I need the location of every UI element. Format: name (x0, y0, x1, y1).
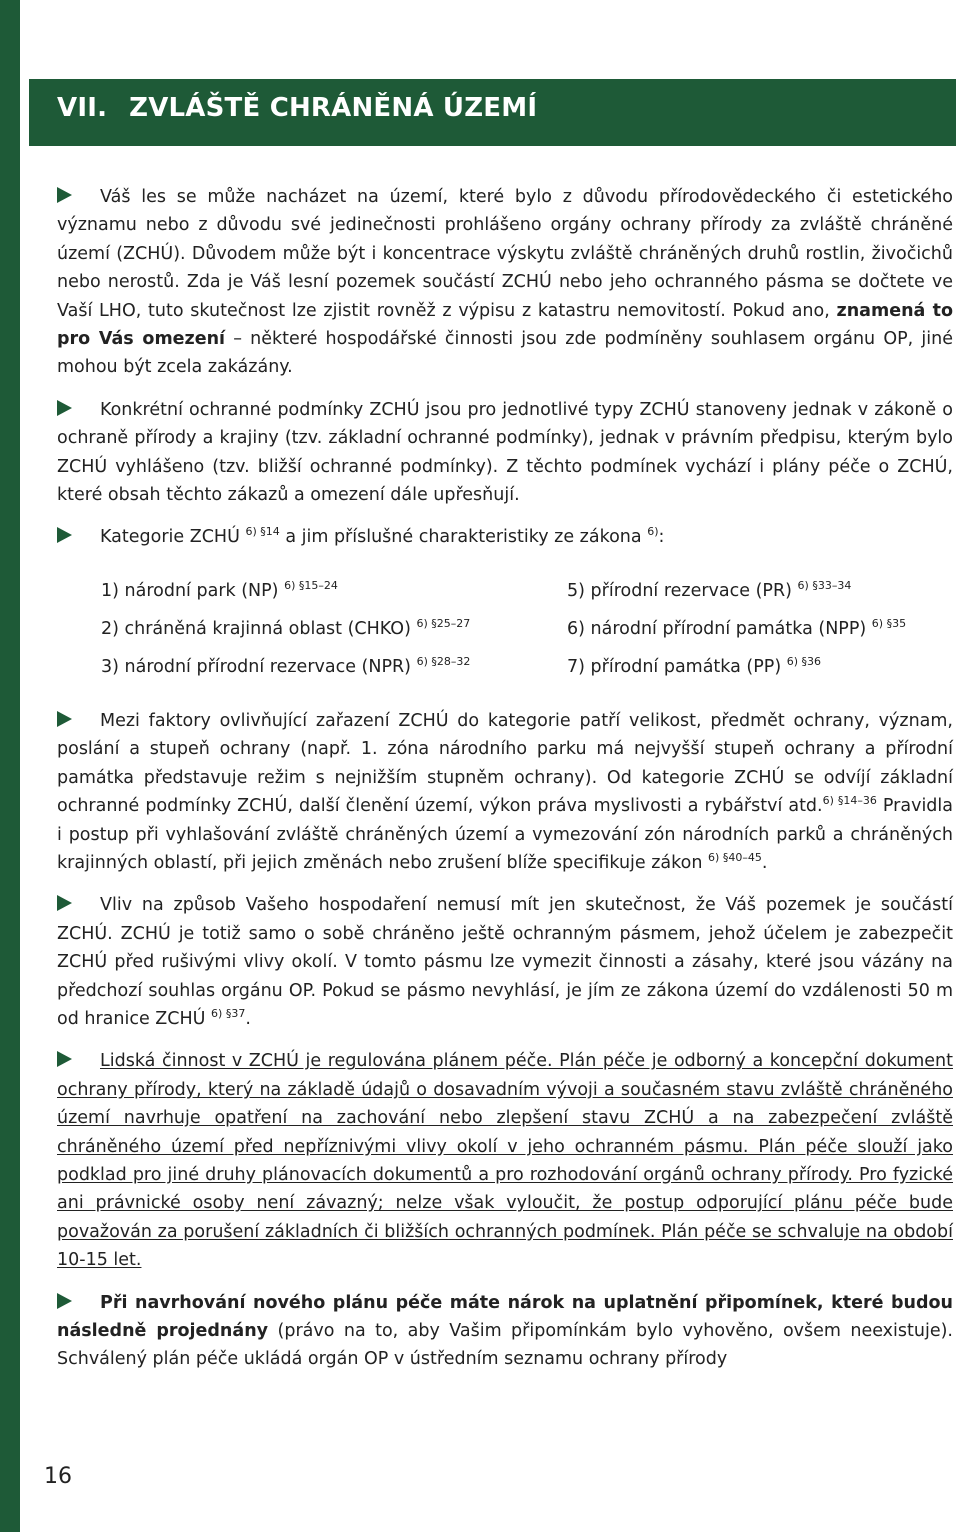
triangle-bullet-icon (57, 187, 72, 203)
paragraph: Konkrétní ochranné podmínky ZCHÚ jsou pro jednotlivé typy ZCHÚ stanoveny jednak v zákoně o ochraně přírody a krajiny (tzv. základní ochranné podmínky), jednak v právním předpisu, kterým bylo ZCHÚ vyhlášeno (tzv. bližší ochranné podmínky). Z těchto podmínek vychází i plány péče o ZCHÚ, které obsah těchto zákazů a omezení dále upřesňují. (57, 399, 953, 506)
page-content (57, 183, 953, 1374)
paragraph: Váš les se může nacházet na území, které bylo z důvodu přírodovědeckého či estetického významu nebo z důvodu své jedinečnosti prohlášeno orgány ochrany přírody za zvláště chráněné území (ZCHÚ). Důvodem může být i koncentrace výskytu zvláště chráněných druhů rostlin, živočichů nebo nerostů. Zda je Váš lesní pozemek součástí ZCHÚ nebo jeho ochranného pásma se dočtete ve Vaší LHO, tuto skutečnost lze zjistit rovněž z výpisu z katastru nemovitostí. Pokud ano, znamená to pro Vás omezení – některé hospodářské činnosti jsou zde podmíněny souhlasem orgánu OP, jiné mohou být zcela zakázány. (57, 187, 953, 378)
list-item: 6) národní přírodní památka (NPP) $^{6) \S 35}$ (567, 616, 907, 639)
category-list (101, 577, 953, 682)
paragraph: Vliv na způsob Vašeho hospodaření nemusí mít jen skutečnost, že Váš pozemek je součástí ZCHÚ. ZCHÚ je totiž samo o sobě chráněno ještě ochranným pásmem, jehož účelem je zabezpečit ZCHÚ před rušivými vlivy okolí. V tomto pásmu lze vymezit činnosti a zásahy, které jsou vázány na předchozí souhlas orgánu OP. Pokud se pásmo nevyhlásí, je jím ze zákona území do vzdálenosti 50 m od hranice ZCHÚ $^{6) \S 37}$. (57, 895, 953, 1029)
chapter-title-text: ZVLÁŠTĚ CHRÁNĚNÁ ÚZEMÍ (129, 93, 538, 123)
paragraph: Mezi faktory ovlivňující zařazení ZCHÚ do kategorie patří velikost, předmět ochrany, význam, poslání a stupeň ochrany (např. 1. zóna národního parku má nejvyšší stupeň ochrany a přírodní památka představuje režim s nejnižším stupněm ochrany). Od kategorie ZCHÚ se odvíjí základní ochranné podmínky ZCHÚ, další členění území, výkon práva myslivosti a rybářství atd.$^{6) \S 14-36}$ Pravidla i postup při vyhlašování zvláště chráněných území a vymezování zón národních parků a chráněných krajinných oblastí, při jejich změnách nebo zrušení blíže specifikuje zákon $^{6) \S 40-45}$. (57, 710, 953, 873)
chapter-number: VII. (57, 93, 108, 123)
triangle-bullet-icon (57, 527, 72, 543)
triangle-bullet-icon (57, 1051, 72, 1067)
list-item: 3) národní přírodní rezervace (NPR) $^{6) \S 28-32}$ (101, 654, 471, 677)
paragraph: Lidská činnost v ZCHÚ je regulována plánem péče. Plán péče je odborný a koncepční dokument ochrany přírody, který na základě údajů o dosavadním vývoji a současném stavu zvláště chráněného území navrhuje opatření na zachování nebo zlepšení stavu ZCHÚ a na zabezpečení zvláště chráněného území před nepříznivými vlivy okolí v jeho ochranném pásmu. Plán péče slouží jako podklad pro jiné druhy plánovacích dokumentů a pro rozhodování orgánů ochrany přírody. Pro fyzické ani právnické osoby není závazný; nelze však vyloučit, že postup odporující plánu péče bude považován za porušení základních či bližších ochranných podmínek. Plán péče se schvaluje na období 10-15 let. (57, 1051, 953, 1271)
chapter-header (29, 79, 956, 146)
chapter-title (57, 93, 537, 123)
triangle-bullet-icon (57, 1293, 72, 1309)
list-item: 5) přírodní rezervace (PR) $^{6) \S 33-34}$ (567, 578, 852, 601)
triangle-bullet-icon (57, 711, 72, 727)
page-number: 16 (44, 1464, 72, 1489)
list-item: 1) národní park (NP) $^{6) \S 15-24}$ (101, 578, 338, 601)
list-item: 2) chráněná krajinná oblast (CHKO) $^{6) \S 25-27}$ (101, 616, 471, 639)
paragraph: Při navrhování nového plánu péče máte nárok na uplatnění připomínek, které budou následně projednány (právo na to, aby Vašim připomínkám bylo vyhověno, ovšem neexistuje). Schválený plán péče ukládá orgán OP v ústředním seznamu ochrany přírody (57, 1292, 953, 1370)
triangle-bullet-icon (57, 895, 72, 911)
left-accent-bar (0, 0, 20, 1532)
paragraph: Kategorie ZCHÚ $^{6) \S 14}$ a jim příslušné charakteristiky ze zákona $^{6)}$: (57, 523, 953, 551)
triangle-bullet-icon (57, 400, 72, 416)
list-item: 7) přírodní památka (PP) $^{6) \S 36}$ (567, 654, 822, 677)
